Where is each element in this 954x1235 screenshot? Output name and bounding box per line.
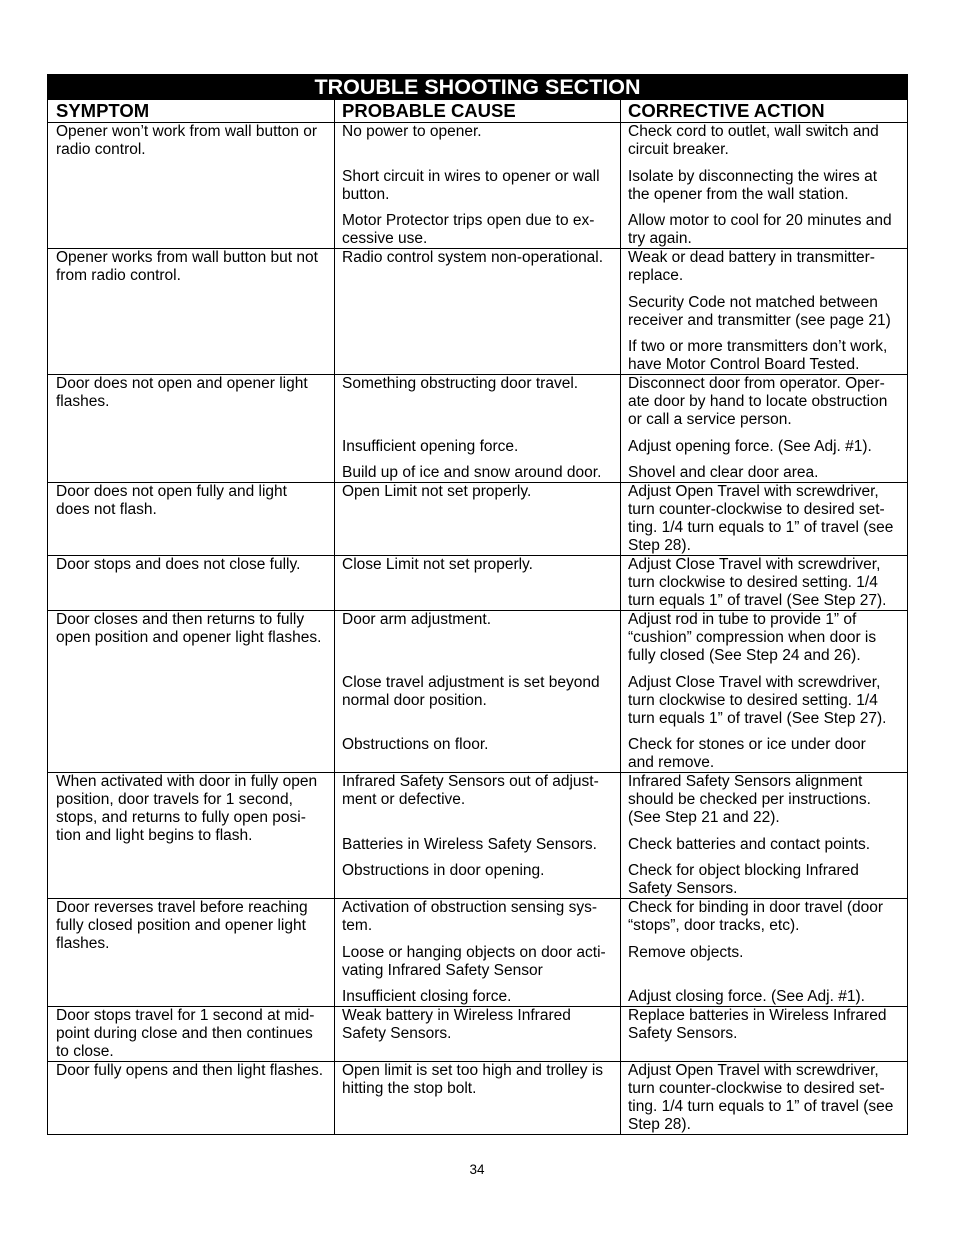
probable-cause-cell: Loose or hanging objects on door acti- vating Infrared Safety Sensor [342, 943, 606, 979]
corrective-action-cell: Isolate by disconnecting the wires at the opener from the wall station. [628, 167, 877, 203]
corrective-action-cell: Check for binding in door travel (door “stops”, door tracks, etc). [628, 899, 884, 934]
trouble-row [48, 249, 907, 375]
probable-cause-cell: Something obstructing door travel. [342, 375, 579, 392]
symptom-cell: Door fully opens and then light flashes. [56, 1062, 324, 1079]
corrective-action-cell: Adjust rod in tube to provide 1” of “cushion” compression when door is fully closed (See Step 24 and 26). [628, 611, 877, 664]
symptom-column-header: SYMPTOM [56, 100, 150, 121]
trouble-row [48, 123, 907, 249]
section-title: TROUBLE SHOOTING SECTION [48, 75, 907, 100]
corrective-action-cell: Infrared Safety Sensors alignment should be checked per instructions. (See Step 21 and 22). [628, 773, 871, 826]
trouble-row [48, 1007, 907, 1062]
probable-cause-cell: Batteries in Wireless Safety Sensors. [342, 835, 597, 853]
probable-cause-cell [335, 294, 621, 339]
trouble-row [48, 899, 907, 1007]
corrective-action-cell: Adjust opening force. (See Adj. #1). [628, 437, 872, 455]
trouble-row [48, 556, 907, 611]
corrective-action-cell: Weak or dead battery in transmitter- replace. [628, 249, 875, 284]
corrective-action-cell: Adjust Open Travel with screwdriver, turn counter-clockwise to desired set- ting. 1/4 turn equals to 1” of travel (see Step 28). [628, 1062, 894, 1133]
symptom-cell: Door stops travel for 1 second at mid- point during close and then continues to close. [56, 1007, 315, 1060]
probable-cause-cell [335, 338, 621, 374]
trouble-row [48, 1062, 907, 1135]
corrective-action-cell: Allow motor to cool for 20 minutes and try again. [628, 212, 892, 247]
probable-cause-cell: Weak battery in Wireless Infrared Safety Sensors. [342, 1007, 571, 1042]
page-number: 34 [469, 1162, 485, 1177]
corrective-action-column-header: CORRECTIVE ACTION [628, 100, 825, 121]
probable-cause-cell: Close travel adjustment is set beyond normal door position. [342, 673, 600, 709]
table-header-row [48, 100, 907, 123]
symptom-cell: Door does not open and opener light flashes. [56, 375, 308, 410]
corrective-action-cell: If two or more transmitters don’t work, have Motor Control Board Tested. [628, 338, 888, 373]
probable-cause-cell: Motor Protector trips open due to ex- cessive use. [342, 212, 595, 247]
probable-cause-cell: Open Limit not set properly. [342, 483, 532, 500]
trouble-row [48, 483, 907, 556]
trouble-row [48, 611, 907, 773]
probable-cause-column-header: PROBABLE CAUSE [342, 100, 516, 121]
symptom-cell: Door closes and then returns to fully open position and opener light flashes. [56, 611, 322, 646]
probable-cause-cell: Obstructions in door opening. [342, 862, 545, 879]
probable-cause-cell: Short circuit in wires to opener or wall button. [342, 167, 600, 203]
symptom-cell: Door does not open fully and light does not flash. [56, 483, 287, 518]
probable-cause-cell: Insufficient opening force. [342, 437, 519, 455]
corrective-action-cell: Remove objects. [628, 943, 744, 961]
probable-cause-cell: Insufficient closing force. [342, 988, 512, 1005]
corrective-action-cell: Check batteries and contact points. [628, 835, 871, 853]
probable-cause-cell: Build up of ice and snow around door. [342, 464, 602, 481]
symptom-cell: Opener works from wall button but not from radio control. [56, 249, 318, 284]
corrective-action-cell: Adjust Close Travel with screwdriver, turn clockwise to desired setting. 1/4 turn equals 1” of travel (See Step 27). [628, 556, 887, 609]
corrective-action-cell: Shovel and clear door area. [628, 464, 819, 481]
corrective-action-cell: Adjust Close Travel with screwdriver, turn clockwise to desired setting. 1/4 turn equals 1” of travel (See Step 27). [628, 673, 887, 727]
symptom-cell: Opener won’t work from wall button or radio control. [56, 123, 318, 158]
symptom-cell: Door reverses travel before reaching fully closed position and opener light flashes. [56, 899, 308, 952]
corrective-action-cell: Check for object blocking Infrared Safety Sensors. [628, 862, 859, 897]
probable-cause-cell: Radio control system non-operational. [342, 249, 604, 266]
corrective-action-cell: Adjust Open Travel with screwdriver, turn counter-clockwise to desired set- ting. 1/4 turn equals to 1” of travel (see Step 28). [628, 483, 894, 554]
corrective-action-cell: Disconnect door from operator. Oper- ate door by hand to locate obstruction or call a service person. [628, 375, 888, 428]
probable-cause-cell: Door arm adjustment. [342, 611, 492, 628]
corrective-action-cell: Check for stones or ice under door and remove. [628, 736, 866, 771]
table-body [48, 123, 907, 1135]
probable-cause-cell: Open limit is set too high and trolley is hitting the stop bolt. [342, 1062, 604, 1097]
trouble-row [48, 375, 907, 483]
probable-cause-cell: Infrared Safety Sensors out of adjust- ment or defective. [342, 773, 599, 808]
probable-cause-cell: No power to opener. [342, 123, 482, 140]
corrective-action-cell: Adjust closing force. (See Adj. #1). [628, 988, 865, 1005]
corrective-action-cell: Security Code not matched between receiver and transmitter (see page 21) [628, 293, 891, 329]
probable-cause-cell: Obstructions on floor. [342, 736, 489, 753]
probable-cause-cell: Activation of obstruction sensing sys- tem. [342, 899, 598, 934]
symptom-cell: Door stops and does not close fully. [56, 556, 301, 573]
corrective-action-cell: Replace batteries in Wireless Infrared Safety Sensors. [628, 1007, 887, 1042]
probable-cause-cell: Close Limit not set properly. [342, 556, 533, 573]
troubleshooting-table [47, 74, 908, 1135]
corrective-action-cell: Check cord to outlet, wall switch and circuit breaker. [628, 123, 879, 158]
trouble-row [48, 773, 907, 899]
symptom-cell: When activated with door in fully open position, door travels for 1 second, stops, and returns to fully open posi- tion and light begins to flash. [56, 773, 318, 844]
